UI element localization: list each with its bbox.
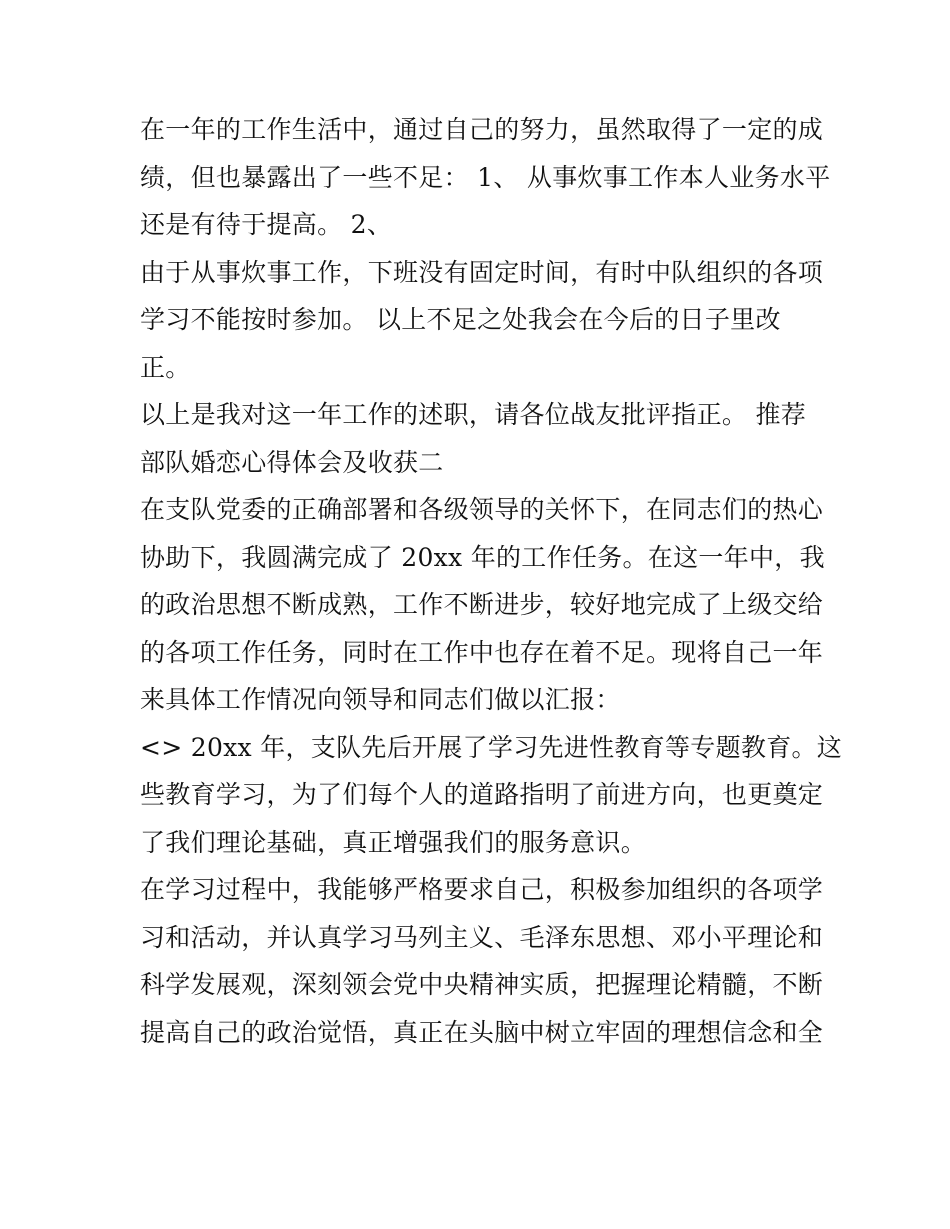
text-line: 的政治思想不断成熟，工作不断进步，较好地完成了上级交给 <box>140 590 824 619</box>
text-line: 还是有待于提高。 2、 <box>140 210 393 239</box>
text-line: 在学习过程中，我能够严格要求自己，积极参加组织的各项学 <box>140 875 824 904</box>
text-line: 些教育学习，为了们每个人的道路指明了前进方向，也更奠定 <box>140 780 824 809</box>
text-line: 由于从事炊事工作，下班没有固定时间，有时中队组织的各项 <box>140 257 824 287</box>
text-line: 部队婚恋心得体会及收获二 <box>140 447 444 477</box>
text-line: 提高自己的政治觉悟，真正在头脑中树立牢固的理想信念和全 <box>140 1017 824 1047</box>
text-line: <> 20xx 年，支队先后开展了学习先进性教育等专题教育。这 <box>140 732 843 762</box>
text-line: 科学发展观，深刻领会党中央精神实质，把握理论精髓，不断 <box>140 970 824 999</box>
text-line: 在一年的工作生活中，通过自己的努力，虽然取得了一定的成 <box>140 115 824 144</box>
text-line: 绩，但也暴露出了一些不足： 1、 从事炊事工作本人业务水平 <box>140 162 831 192</box>
text-line: 习和活动，并认真学习马列主义、毛泽东思想、邓小平理论和 <box>140 922 824 952</box>
text-line: 正。 <box>140 352 191 382</box>
text-line: 以上是我对这一年工作的述职，请各位战友批评指正。 推荐 <box>140 400 807 429</box>
text-line: 来具体工作情况向领导和同志们做以汇报： <box>140 685 621 714</box>
text-line: 学习不能按时参加。 以上不足之处我会在今后的日子里改 <box>140 305 781 334</box>
text-line: 在支队党委的正确部署和各级领导的关怀下，在同志们的热心 <box>140 495 824 524</box>
text-line: 的各项工作任务，同时在工作中也存在着不足。现将自己一年 <box>140 637 824 667</box>
document-body <box>140 106 843 1056</box>
text-line: 协助下，我圆满完成了 20xx 年的工作任务。在这一年中，我 <box>140 542 825 572</box>
text-line: 了我们理论基础，真正增强我们的服务意识。 <box>140 827 647 857</box>
